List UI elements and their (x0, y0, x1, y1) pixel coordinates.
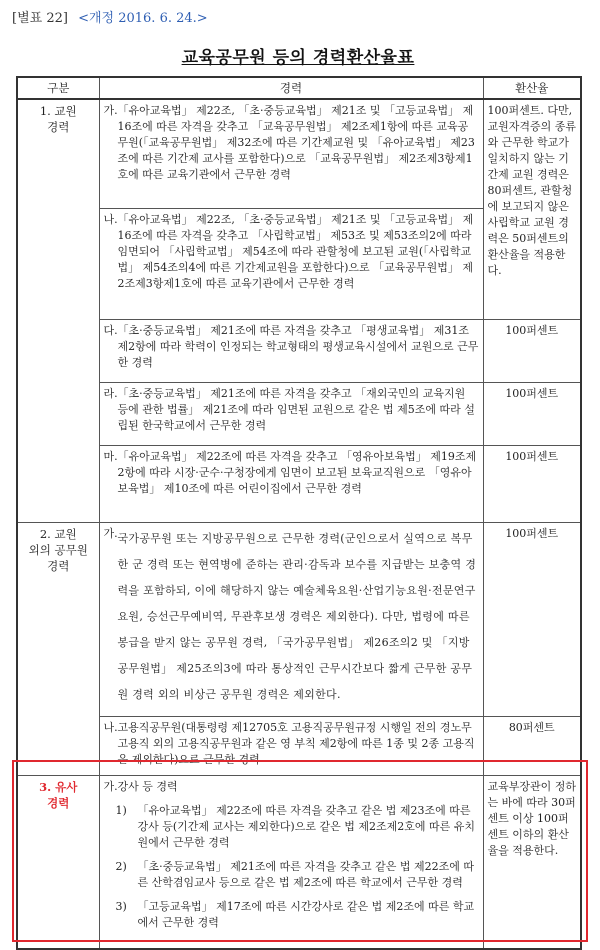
rate-cell (483, 383, 581, 446)
item-text: 「유아교육법」 제22조, 「초·중등교육법」 제21조 및 「고등교육법」 제16조에 따른 자격을 갖추고 「사립학교법」 제53조 및 제53조의2에 따라 임면되어 「사립학교법」 제54조에 따라 관할청에 보고된 교원(「사립학교법」 제54조의4에 따른 기간제교원을 포함한다)으로 「교육공무원법」 제2조제3항제1호에 따른 교육기관에서 근무한 경력 (117, 213, 474, 290)
sub-item-text: 「고등교육법」 제17조에 따른 시간강사로 같은 법 제2조에 따른 학교에서 근무한 경력 (137, 900, 475, 929)
rate-text: 100퍼센트 (505, 387, 559, 400)
sub-item (104, 803, 479, 851)
rate-cell (483, 523, 581, 717)
sub-item (104, 899, 479, 931)
table-row (17, 717, 581, 776)
table-row (17, 523, 581, 717)
sub-item-marker: 1) (115, 804, 127, 817)
item-marker: 다. (103, 324, 118, 337)
table-row (17, 383, 581, 446)
rate-text: 100퍼센트 (505, 324, 559, 337)
column-header: 경력 (99, 77, 483, 99)
rate-text: 100퍼센트 (505, 527, 559, 540)
item-text: 「유아교육법」 제22조에 따른 자격을 갖추고 「영유아보육법」 제19조제2항에 따라 시장·군수·구청장에게 임면이 보고된 보육교직원으로 「영유아보육법」 제10조에 따른 어린이집에서 근무한 경력 (117, 450, 477, 495)
rate-text: 100퍼센트. 다만, 교원자격증의 종류와 근무한 학교가 일치하지 않는 기간제 교원 경력은 80퍼센트, 관할청에 보고되지 않은 사립학교 교원 경력은 50퍼센트의 환산율을 적용한다. (487, 104, 577, 277)
category-label: 2. 교원 외의 공무원 경력 (28, 527, 88, 573)
sub-item-marker: 2) (115, 860, 127, 873)
item-marker: 나. (103, 213, 118, 226)
career-cell (99, 446, 483, 523)
category-label: 1. 교원 경력 (39, 104, 77, 134)
career-cell (99, 717, 483, 776)
item-marker: 가. (103, 527, 118, 540)
rate-text: 80퍼센트 (508, 721, 555, 734)
career-cell (99, 523, 483, 717)
item-marker: 나. (103, 721, 118, 734)
item-text: 국가공무원 또는 지방공무원으로 근무한 경력(군인으로서 실역으로 복무한 군 경력 또는 현역병에 준하는 관리·감독과 보수를 지급받는 보충역 경력을 포함하되, 이에 해당하지 않는 예술체육요원·산업기능요원·전문연구요원, 승선근무예비역, 무관후보생 경력은 제외한다). 다만, 법령에 따른 봉급을 받지 않는 공무원 경력, 「국가공무원법」 제26조의2 및 「지방공무원법」 제25조의3에 따라 통상적인 근무시간보다 짧게 근무한 공무원 경력 외의 비상근 공무원 경력은 제외한다. (117, 532, 477, 701)
document-header (12, 10, 584, 28)
column-header: 환산율 (483, 77, 581, 99)
table-row (17, 776, 581, 950)
rate-cell (483, 99, 581, 320)
item-marker: 가. (103, 780, 118, 793)
sub-item-text: 「유아교육법」 제22조에 따른 자격을 갖추고 같은 법 제23조에 따른 강사 등(기간제 교사는 제외한다)으로 같은 법 제2조제2호에 따른 유치원에서 근무한 경력 (137, 804, 475, 849)
table-row (17, 446, 581, 523)
career-conversion-table (16, 76, 582, 950)
career-cell (99, 383, 483, 446)
category-cell (17, 776, 99, 950)
rate-cell (483, 717, 581, 776)
rate-cell (483, 776, 581, 950)
item-text: 강사 등 경력 (117, 780, 178, 793)
career-cell (99, 99, 483, 209)
sub-item-marker: 3) (115, 900, 127, 913)
document-title: 교육공무원 등의 경력환산율표 (181, 48, 415, 68)
category-cell (17, 99, 99, 523)
rate-cell (483, 320, 581, 383)
career-cell (99, 320, 483, 383)
rate-text: 100퍼센트 (505, 450, 559, 463)
sub-item-text: 「초·중등교육법」 제21조에 따른 자격을 갖추고 같은 법 제22조에 따른 산학겸임교사 등으로 같은 법 제2조에 따른 학교에서 근무한 경력 (137, 860, 474, 889)
appendix-label: [별표 22] (12, 11, 68, 26)
item-text: 고용직공무원(대통령령 제12705호 고용직공무원규정 시행일 전의 경노무고용직 외의 고용직공무원과 같은 영 부칙 제2항에 따른 1종 및 2종 고용직은 제외한다)으로 근무한 경력 (117, 721, 475, 766)
revision-label: <개정 2016. 6. 24.> (78, 11, 208, 26)
rate-text: 교육부장관이 정하는 바에 따라 30퍼센트 이상 100퍼센트 이하의 환산율을 적용한다. (487, 780, 577, 857)
item-marker: 마. (103, 450, 118, 463)
table-row (17, 320, 581, 383)
column-header: 구분 (17, 77, 99, 99)
career-cell (99, 209, 483, 320)
document-page (12, 10, 584, 929)
category-cell (17, 523, 99, 776)
category-label: 3. 유사 경력 (39, 780, 78, 810)
item-text: 「초·중등교육법」 제21조에 따른 자격을 갖추고 「평생교육법」 제31조제2항에 따라 학력이 인정되는 학교형태의 평생교육시설에서 교원으로 근무한 경력 (117, 324, 479, 369)
item-marker: 가. (103, 104, 118, 117)
table-header-row (17, 77, 581, 99)
rate-cell (483, 446, 581, 523)
item-text: 「유아교육법」 제22조, 「초·중등교육법」 제21조 및 「고등교육법」 제16조에 따른 자격을 갖추고 「교육공무원법」 제2조제1항에 따른 교육공무원(「교육공무원법」 제32조에 따른 기간제교원 및 「유아교육법」 제23조에 따른 기간제 교사를 포함한다)으로 「교육공무원법」 제2조제3항제1호에 따른 교육기관에서 근무한 경력 (117, 104, 475, 181)
item-text: 「초·중등교육법」 제21조에 따른 자격을 갖추고 「재외국민의 교육지원 등에 관한 법률」 제21조에 따라 임면된 교원으로 같은 법 제5조에 따라 설립된 한국학교에서 근무한 경력 (117, 387, 475, 432)
item-marker: 라. (103, 387, 118, 400)
career-cell (99, 776, 483, 950)
sub-item (104, 859, 479, 891)
table-row (17, 99, 581, 209)
